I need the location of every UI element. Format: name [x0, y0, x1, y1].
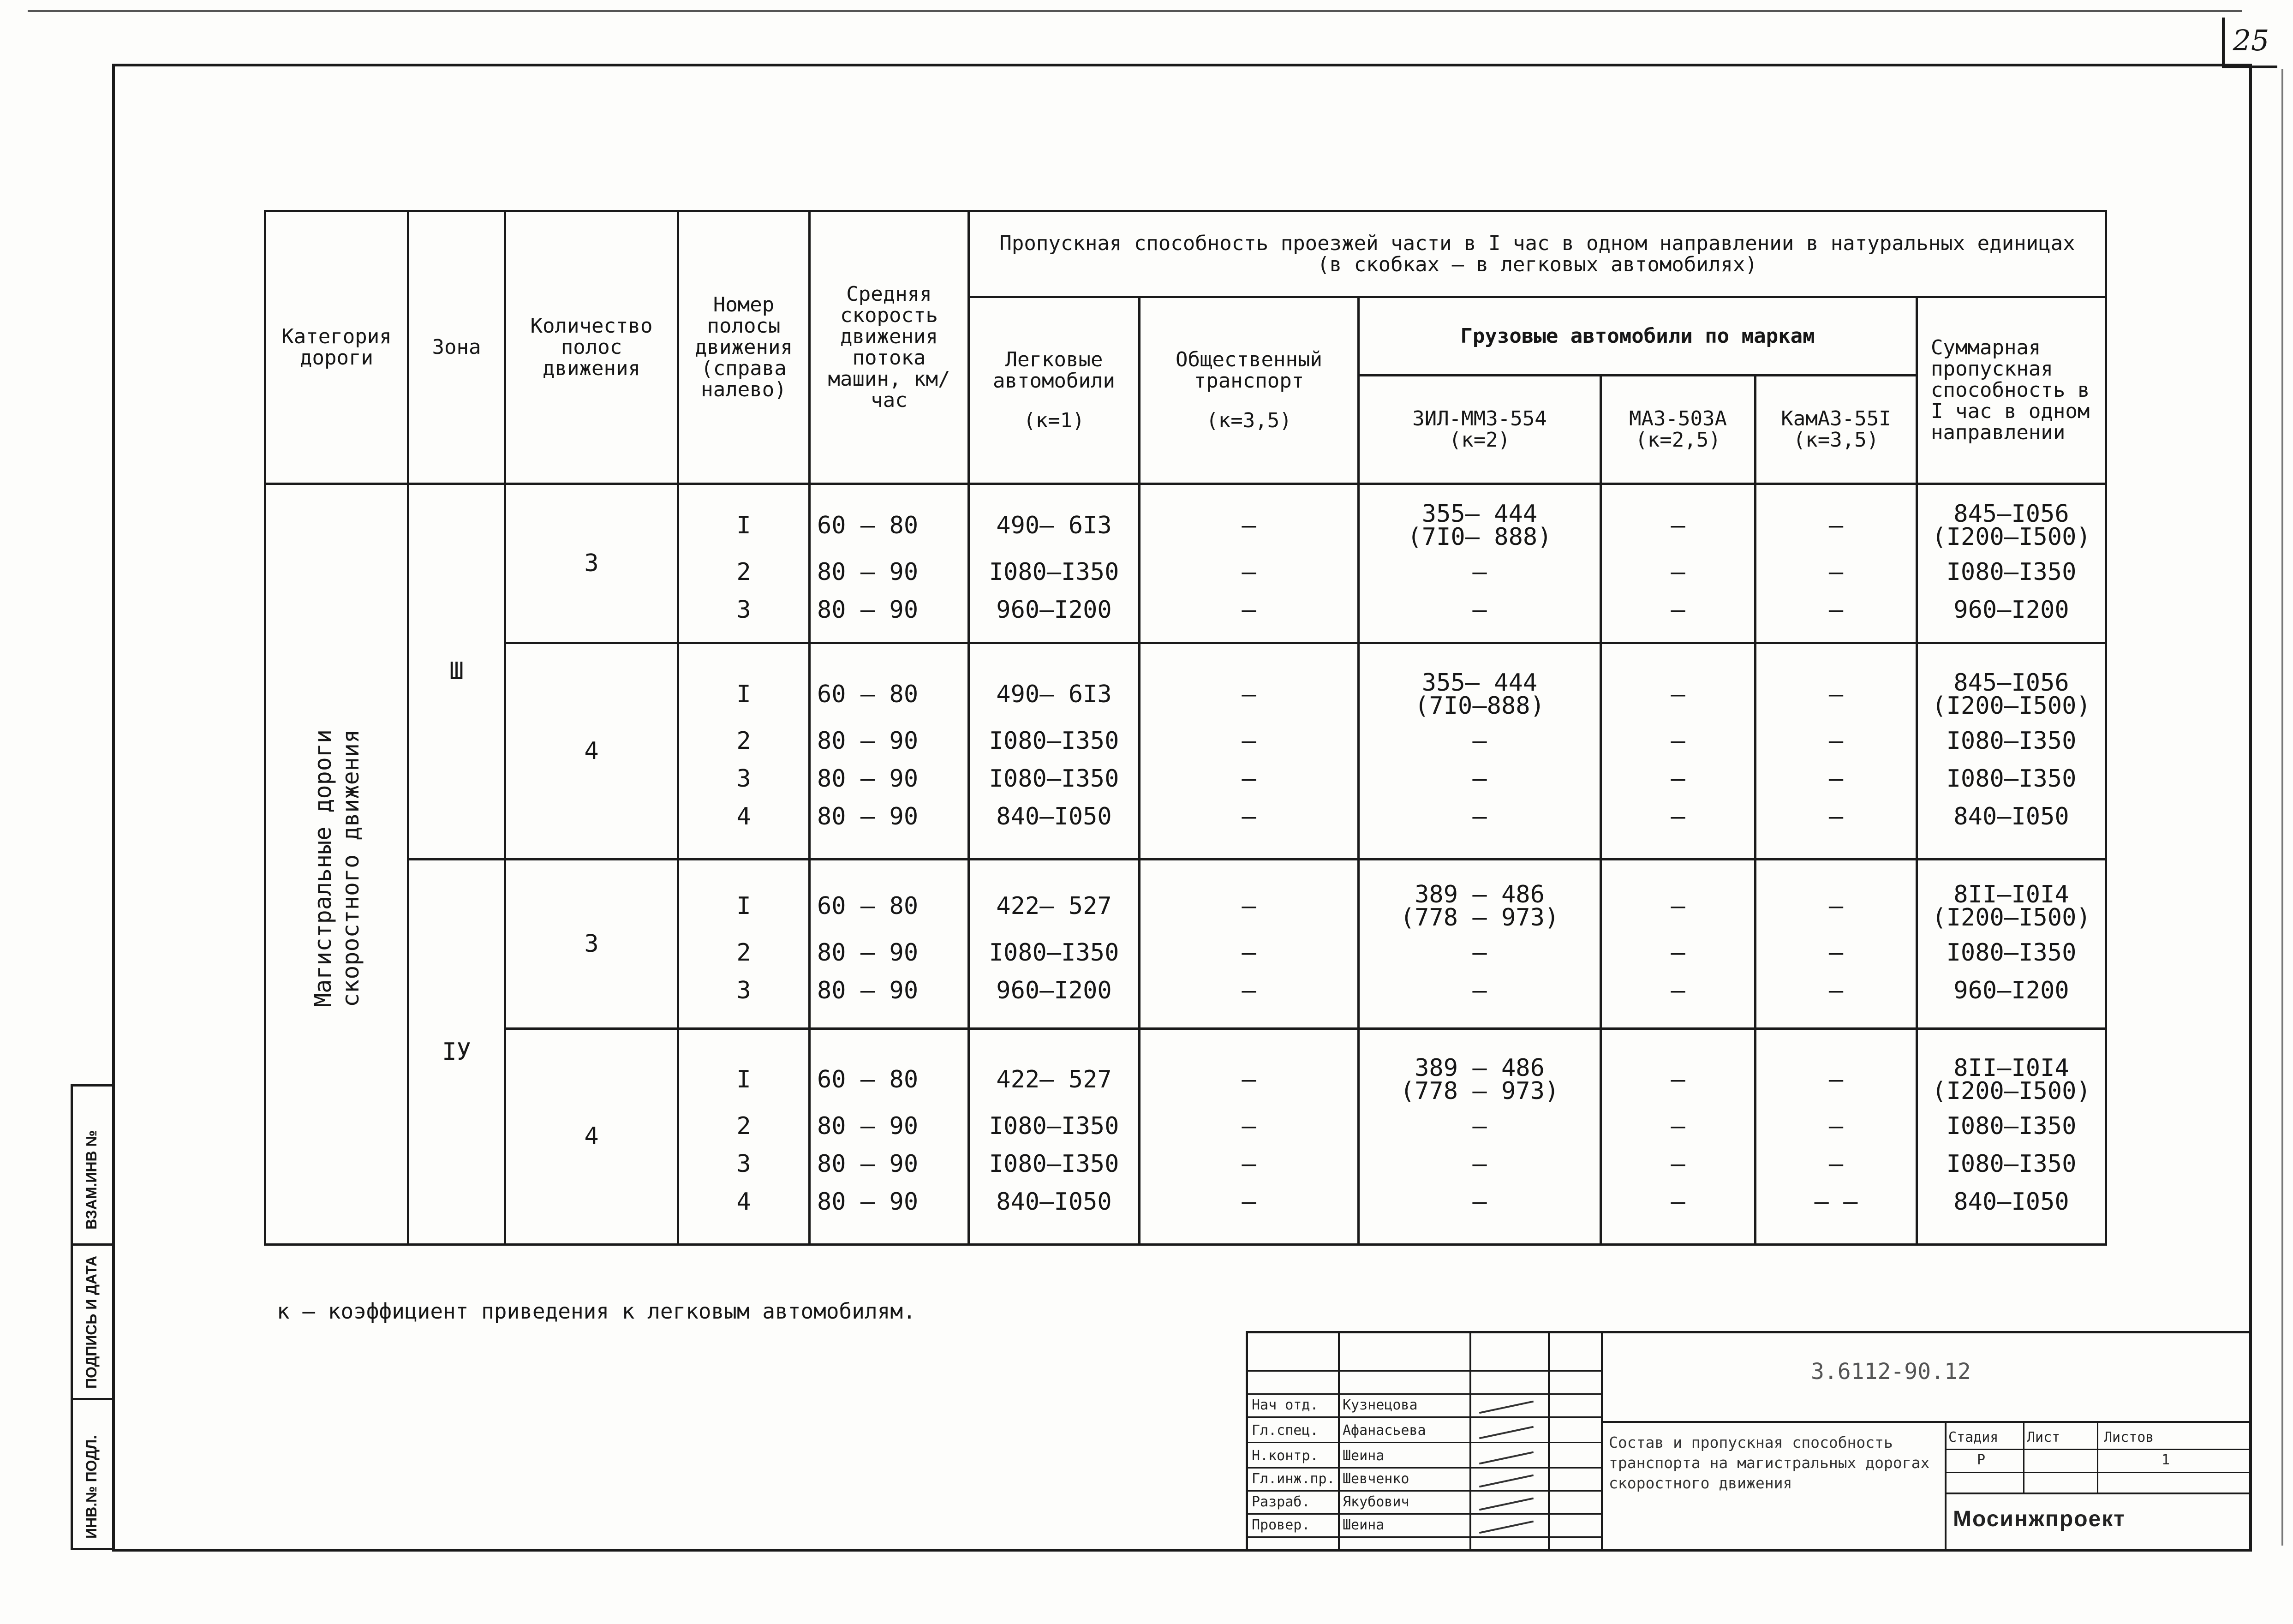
public-value: – — [1242, 558, 1256, 586]
sheet-number: 25 — [2222, 18, 2277, 68]
total-value: 840–I050 — [1953, 1188, 2069, 1216]
lane-value: 3 — [736, 1150, 751, 1178]
lane-value: 2 — [736, 558, 751, 586]
maz-value: – — [1671, 803, 1685, 831]
public-value: – — [1242, 765, 1256, 793]
column-total-cell — [1917, 859, 2106, 1028]
column-total-cell — [1917, 1028, 2106, 1244]
total-value: 960–I200 — [1953, 596, 2069, 624]
column-zil-cell — [1359, 643, 1601, 859]
total-value-bracket: (I200–I500) — [1932, 692, 2091, 720]
person-name: Шеина — [1343, 1448, 1385, 1464]
kamaz-value: – — [1828, 727, 1844, 755]
zone-cell: IУ — [408, 859, 505, 1244]
speed-value: 80 – 90 — [817, 938, 919, 967]
signature-mark — [1479, 1401, 1534, 1414]
kamaz-value: – — [1828, 1066, 1844, 1094]
category-cell — [265, 484, 408, 1244]
signature-mark — [1479, 1451, 1534, 1465]
public-value: – — [1242, 512, 1256, 539]
column-maz-cell — [1601, 859, 1756, 1028]
speed-value: 60 – 80 — [817, 892, 919, 920]
header-kamaz-k: (к=3,5) — [1793, 428, 1879, 452]
column-cars-cell — [969, 1028, 1140, 1244]
kamaz-value: – – — [1814, 1188, 1858, 1216]
kamaz-value: – — [1828, 938, 1844, 967]
column-public-cell — [1140, 859, 1359, 1028]
total-value: I080–I350 — [1946, 1112, 2077, 1140]
zone-cell: Ш — [408, 484, 505, 859]
zil-value: – — [1472, 976, 1487, 1004]
column-lane-cell — [678, 484, 810, 643]
total-value — [1918, 498, 2105, 553]
public-value: – — [1242, 1112, 1256, 1140]
zil-value — [1360, 1052, 1600, 1107]
category-text: Магистральные дороги скоростного движения — [309, 729, 364, 1007]
title-block-row-line — [1248, 1416, 1601, 1418]
maz-value: – — [1671, 558, 1685, 586]
column-zil-cell — [1359, 859, 1601, 1028]
total-value-main: 8II–I0I4 — [1953, 1054, 2069, 1082]
group-row — [265, 1028, 2106, 1244]
header-trucks-group — [1359, 297, 1917, 376]
column-kamaz-cell — [1756, 484, 1917, 643]
cars-value: I080–I350 — [989, 1112, 1119, 1140]
signature-mark — [1479, 1426, 1534, 1439]
lane-value: 3 — [736, 976, 751, 1004]
maz-value: – — [1671, 1066, 1685, 1094]
column-maz-cell — [1601, 1028, 1756, 1244]
margin-stamp — [71, 1084, 114, 1550]
cars-value: 960–I200 — [996, 976, 1112, 1004]
column-maz-cell — [1601, 643, 1756, 859]
column-speed-cell — [810, 1028, 969, 1244]
header-category — [265, 211, 408, 484]
column-kamaz-cell — [1756, 643, 1917, 859]
cars-value: I080–I350 — [989, 558, 1119, 586]
public-value: – — [1242, 727, 1256, 755]
header-cars — [969, 297, 1140, 484]
header-lanes-count — [505, 211, 678, 484]
speed-value: 80 – 90 — [817, 1112, 919, 1140]
margin-cell-3 — [73, 1400, 112, 1548]
public-value: – — [1242, 1188, 1256, 1216]
total-value — [1918, 1052, 2105, 1107]
margin-cell-2 — [73, 1246, 112, 1400]
public-value: – — [1242, 596, 1256, 624]
header-trucks-group-text: Грузовые автомобили по маркам — [1460, 324, 1815, 348]
kamaz-value: – — [1828, 512, 1844, 539]
lanes-count-cell: 4 — [505, 1028, 678, 1244]
maz-value: – — [1671, 512, 1685, 539]
zil-value-bracket: (778 – 973) — [1400, 903, 1559, 931]
sheets-value: 1 — [2162, 1452, 2170, 1468]
column-lane-cell — [678, 1028, 810, 1244]
document-number: 3.6112-90.12 — [1811, 1359, 1971, 1385]
speed-value: 60 – 80 — [817, 1066, 919, 1094]
cars-value: 490– 6I3 — [996, 512, 1112, 539]
kamaz-value: – — [1828, 976, 1844, 1004]
public-value: – — [1242, 976, 1256, 1004]
column-cars-cell — [969, 484, 1140, 643]
capacity-table — [264, 210, 2107, 1246]
lane-value: 4 — [736, 1188, 751, 1216]
lane-value: 3 — [736, 596, 751, 624]
header-category-text: Категория дороги — [281, 324, 392, 370]
column-kamaz-cell — [1756, 859, 1917, 1028]
margin-label-2: ПОДПИСЬ И ДАТА — [83, 1255, 100, 1389]
column-lane-cell — [678, 859, 810, 1028]
header-maz-k: (к=2,5) — [1635, 428, 1721, 452]
maz-value: – — [1671, 1150, 1685, 1178]
top-trim-line — [28, 10, 2242, 12]
title-block — [1246, 1331, 2252, 1552]
sheets-label: Листов — [2104, 1429, 2154, 1445]
margin-label-3: ИНВ.№ ПОДЛ. — [83, 1435, 100, 1539]
header-kamaz-text: КамАЗ-55I — [1781, 407, 1891, 431]
sheet-label: Лист — [2027, 1429, 2060, 1445]
zil-value: – — [1472, 596, 1487, 624]
group-row — [265, 859, 2106, 1028]
signature-mark — [1479, 1475, 1534, 1488]
header-zil — [1359, 376, 1601, 484]
zil-value: – — [1472, 1150, 1487, 1178]
zil-value-main: 355– 444 — [1421, 500, 1538, 528]
column-total-cell — [1917, 484, 2106, 643]
cars-value: 840–I050 — [996, 1188, 1112, 1216]
maz-value: – — [1671, 1188, 1685, 1216]
header-lane-number — [678, 211, 810, 484]
speed-value: 80 – 90 — [817, 1188, 919, 1216]
speed-value: 80 – 90 — [817, 765, 919, 793]
title-block-row-line — [1248, 1467, 1601, 1469]
lane-value: 2 — [736, 938, 751, 967]
cars-value: I080–I350 — [989, 938, 1119, 967]
column-maz-cell — [1601, 484, 1756, 643]
title-block-row-line — [1248, 1513, 1601, 1515]
role-label: Н.контр. — [1252, 1448, 1319, 1464]
column-kamaz-cell — [1756, 1028, 1917, 1244]
speed-value: 60 – 80 — [817, 681, 919, 709]
person-name: Якубович — [1343, 1494, 1409, 1510]
total-value: I080–I350 — [1946, 558, 2077, 586]
maz-value: – — [1671, 596, 1685, 624]
column-speed-cell — [810, 484, 969, 643]
lane-value: I — [736, 1066, 751, 1094]
margin-cell-1 — [73, 1087, 112, 1246]
public-value: – — [1242, 803, 1256, 831]
header-total-text: Суммарная пропускная способность в I час в одном направлении — [1931, 335, 2090, 444]
column-speed-cell — [810, 859, 969, 1028]
cars-value: 422– 527 — [996, 892, 1112, 920]
footnote: к – коэффициент приведения к легковым автомобилям. — [277, 1299, 916, 1324]
header-public — [1140, 297, 1359, 484]
total-value-bracket: (I200–I500) — [1932, 903, 2091, 931]
header-kamaz — [1756, 376, 1917, 484]
right-trim-line — [2281, 69, 2283, 1546]
cars-value: I080–I350 — [989, 765, 1119, 793]
column-public-cell — [1140, 1028, 1359, 1244]
person-name: Шевченко — [1343, 1471, 1409, 1487]
speed-value: 80 – 90 — [817, 803, 919, 831]
group-row — [265, 484, 2106, 643]
header-maz-text: МАЗ-503А — [1629, 407, 1727, 431]
public-value: – — [1242, 892, 1256, 920]
lane-value: 2 — [736, 727, 751, 755]
kamaz-value: – — [1828, 765, 1844, 793]
lanes-count-cell: 4 — [505, 643, 678, 859]
column-zil-cell — [1359, 1028, 1601, 1244]
cars-value: I080–I350 — [989, 1150, 1119, 1178]
zil-value-bracket: (7I0– 888) — [1407, 523, 1552, 551]
header-public-text: Общественный транспорт — [1176, 347, 1322, 393]
column-public-cell — [1140, 484, 1359, 643]
public-value: – — [1242, 938, 1256, 967]
title-block-row-line — [1248, 1490, 1601, 1492]
total-value: I080–I350 — [1946, 938, 2077, 967]
header-zil-text: ЗИЛ-ММЗ-554 — [1412, 407, 1547, 431]
lane-value: I — [736, 681, 751, 709]
total-value-main: 8II–I0I4 — [1953, 880, 2069, 908]
header-zone — [408, 211, 505, 484]
lane-value: I — [736, 892, 751, 920]
title-block-row-line — [1248, 1442, 1601, 1443]
maz-value: – — [1671, 892, 1685, 920]
header-maz — [1601, 376, 1756, 484]
total-value — [1918, 878, 2105, 934]
lane-value: I — [736, 512, 751, 539]
speed-value: 80 – 90 — [817, 727, 919, 755]
total-value-main: 845–I056 — [1953, 669, 2069, 697]
zil-value: – — [1472, 765, 1487, 793]
header-capacity-group-text: Пропускная способность проезжей части в I час в одном направлении в натуральных единицах (в скобках – в легковых автомобилях) — [999, 231, 2075, 276]
column-public-cell — [1140, 643, 1359, 859]
group-row — [265, 643, 2106, 859]
total-value: I080–I350 — [1946, 727, 2077, 755]
role-label: Гл.спец. — [1252, 1422, 1319, 1439]
table-body — [265, 484, 2106, 1244]
zil-value: – — [1472, 1188, 1487, 1216]
maz-value: – — [1671, 1112, 1685, 1140]
zil-value: – — [1472, 727, 1487, 755]
maz-value: – — [1671, 727, 1685, 755]
public-value: – — [1242, 1066, 1256, 1094]
cars-value: 960–I200 — [996, 596, 1112, 624]
header-speed-text: Средняя скорость движения потока машин, км/час — [828, 282, 950, 412]
drawing-name: Состав и пропускная способность транспорта на магистральных дорогах скоростного движения — [1609, 1433, 1930, 1492]
person-name: Афанасьева — [1343, 1422, 1426, 1439]
cars-value: 840–I050 — [996, 803, 1112, 831]
speed-value: 80 – 90 — [817, 558, 919, 586]
header-zone-text: Зона — [432, 335, 481, 359]
cars-value: 490– 6I3 — [996, 681, 1112, 709]
speed-value: 80 – 90 — [817, 976, 919, 1004]
column-speed-cell — [810, 643, 969, 859]
zil-value: – — [1472, 938, 1487, 967]
speed-value: 80 – 90 — [817, 596, 919, 624]
zil-value-bracket: (778 – 973) — [1400, 1077, 1559, 1105]
kamaz-value: – — [1828, 596, 1844, 624]
column-cars-cell — [969, 643, 1140, 859]
public-value: – — [1242, 1150, 1256, 1178]
kamaz-value: – — [1828, 1112, 1844, 1140]
kamaz-value: – — [1828, 892, 1844, 920]
total-value: I080–I350 — [1946, 1150, 2077, 1178]
lane-value: 4 — [736, 803, 751, 831]
zil-value-main: 389 – 486 — [1415, 880, 1545, 908]
kamaz-value: – — [1828, 681, 1844, 709]
stage-value: Р — [1977, 1452, 1986, 1468]
header-capacity-group — [969, 211, 2106, 297]
title-block-row-line — [1248, 1536, 1601, 1538]
header-lane-number-text: Номер полосы движения (справа налево) — [695, 293, 793, 401]
maz-value: – — [1671, 976, 1685, 1004]
total-value-bracket: (I200–I500) — [1932, 523, 2091, 551]
speed-value: 80 – 90 — [817, 1150, 919, 1178]
total-value-main: 845–I056 — [1953, 500, 2069, 528]
total-value-bracket: (I200–I500) — [1932, 1077, 2091, 1105]
zil-value — [1360, 878, 1600, 934]
header-cars-k: (к=1) — [1023, 408, 1085, 432]
maz-value: – — [1671, 681, 1685, 709]
zil-value-bracket: (7I0–888) — [1415, 692, 1545, 720]
person-name: Шеина — [1343, 1517, 1385, 1533]
total-value: 840–I050 — [1953, 803, 2069, 831]
kamaz-value: – — [1828, 803, 1844, 831]
header-cars-text: Легковые автомобили — [993, 347, 1115, 393]
header-total — [1917, 297, 2106, 484]
role-label: Разраб. — [1252, 1494, 1310, 1510]
header-speed — [810, 211, 969, 484]
maz-value: – — [1671, 765, 1685, 793]
total-value: 960–I200 — [1953, 976, 2069, 1004]
column-cars-cell — [969, 859, 1140, 1028]
header-zil-k: (к=2) — [1449, 428, 1511, 452]
stage-label: Стадия — [1948, 1429, 1999, 1445]
signature-mark — [1479, 1521, 1534, 1534]
zil-value: – — [1472, 558, 1487, 586]
zil-value-main: 389 – 486 — [1415, 1054, 1545, 1082]
header-lanes-count-text: Количество полос движения — [530, 314, 653, 380]
public-value: – — [1242, 681, 1256, 709]
zil-value — [1360, 498, 1600, 553]
zil-value — [1360, 667, 1600, 722]
header-public-k: (к=3,5) — [1206, 408, 1292, 432]
zil-value-main: 355– 444 — [1421, 669, 1538, 697]
role-label: Нач отд. — [1252, 1397, 1319, 1413]
organization-name: Мосинжпроект — [1953, 1507, 2126, 1531]
lane-value: 3 — [736, 765, 751, 793]
role-label: Провер. — [1252, 1517, 1310, 1533]
column-total-cell — [1917, 643, 2106, 859]
column-lane-cell — [678, 643, 810, 859]
lanes-count-cell: 3 — [505, 484, 678, 643]
maz-value: – — [1671, 938, 1685, 967]
cars-value: 422– 527 — [996, 1066, 1112, 1094]
kamaz-value: – — [1828, 558, 1844, 586]
lanes-count-cell: 3 — [505, 859, 678, 1028]
cars-value: I080–I350 — [989, 727, 1119, 755]
column-zil-cell — [1359, 484, 1601, 643]
lane-value: 2 — [736, 1112, 751, 1140]
total-value — [1918, 667, 2105, 722]
margin-label-1: ВЗАМ.ИНВ № — [83, 1130, 100, 1230]
zil-value: – — [1472, 1112, 1487, 1140]
zil-value: – — [1472, 803, 1487, 831]
kamaz-value: – — [1828, 1150, 1844, 1178]
signature-mark — [1479, 1498, 1534, 1511]
role-label: Гл.инж.пр. — [1252, 1471, 1335, 1487]
person-name: Кузнецова — [1343, 1397, 1418, 1413]
total-value: I080–I350 — [1946, 765, 2077, 793]
speed-value: 60 – 80 — [817, 512, 919, 539]
